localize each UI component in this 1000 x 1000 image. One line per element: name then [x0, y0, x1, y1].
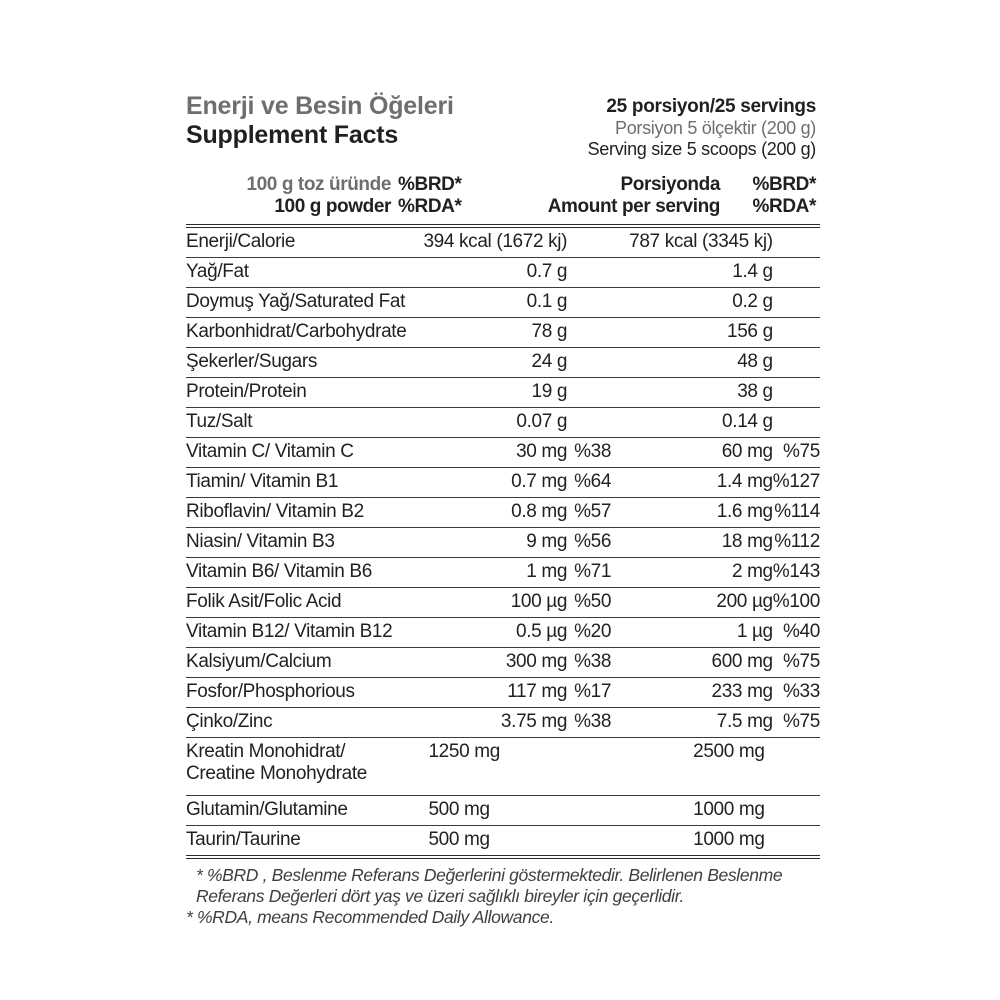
percent-rda-serving — [773, 737, 820, 795]
column-headers — [186, 174, 816, 219]
percent-rda-100g — [567, 347, 611, 377]
column-header-pct-serving-en: %RDA* — [752, 196, 816, 218]
page-title-turkish: Enerji ve Besin Öğeleri — [186, 92, 454, 120]
percent-rda-100g — [567, 795, 611, 825]
amount-per-serving: 0.2 g — [732, 290, 773, 312]
column-header-amount-100g-en: 100 g powder — [274, 196, 391, 218]
amount-per-serving: 200 µg — [716, 590, 773, 612]
table-row — [186, 226, 820, 258]
percent-rda-100g: %50 — [574, 590, 612, 612]
nutrient-name: Kreatin Monohidrat/ Creatine Monohydrate — [186, 740, 367, 784]
amount-per-100g: 9 mg — [526, 530, 568, 552]
percent-rda-100g: %20 — [574, 620, 612, 642]
nutrient-name: Enerji/Calorie — [186, 230, 296, 252]
nutrient-name: Folik Asit/Folic Acid — [186, 590, 342, 612]
table-row — [186, 647, 820, 677]
amount-per-100g: 0.1 g — [526, 290, 568, 312]
amount-per-100g: 300 mg — [505, 650, 568, 672]
percent-rda-100g: %17 — [574, 680, 612, 702]
amount-per-100g: 0.7 g — [526, 260, 568, 282]
amount-per-100g: 500 mg — [428, 828, 490, 850]
percent-rda-serving — [773, 407, 820, 437]
nutrient-name: Yağ/Fat — [186, 260, 249, 282]
amount-per-100g: 0.8 mg — [511, 500, 568, 522]
percent-rda-serving: %143 — [772, 560, 820, 582]
nutrient-name: Karbonhidrat/Carbohydrate — [186, 320, 407, 342]
amount-per-serving: 0.14 g — [722, 410, 773, 432]
amount-per-serving: 2500 mg — [693, 740, 765, 762]
amount-per-100g: 500 mg — [428, 798, 490, 820]
amount-per-serving: 1.4 mg — [716, 470, 773, 492]
percent-rda-100g — [567, 407, 611, 437]
amount-per-serving: 48 g — [737, 350, 773, 372]
percent-rda-serving: %40 — [783, 620, 820, 642]
nutrient-name: Vitamin B6/ Vitamin B6 — [186, 560, 372, 582]
percent-rda-serving: %127 — [772, 470, 820, 492]
amount-per-serving: 1.6 mg — [716, 500, 773, 522]
amount-per-100g: 394 kcal (1672 kj) — [423, 230, 568, 252]
amount-per-100g: 1 mg — [526, 560, 568, 582]
table-row — [186, 527, 820, 557]
percent-rda-serving — [773, 825, 820, 857]
nutrient-name: Taurin/Taurine — [186, 828, 301, 850]
amount-per-100g: 30 mg — [516, 440, 568, 462]
nutrient-name: Riboflavin/ Vitamin B2 — [186, 500, 364, 522]
percent-rda-100g — [567, 317, 611, 347]
table-row — [186, 677, 820, 707]
table-row — [186, 347, 820, 377]
nutrient-name: Vitamin B12/ Vitamin B12 — [186, 620, 393, 642]
column-header-pct-100g-tr: %BRD* — [398, 174, 462, 195]
table-row — [186, 825, 820, 857]
amount-per-serving: 600 mg — [711, 650, 773, 672]
servings-per-container: 25 porsiyon/25 servings — [606, 96, 816, 117]
nutrient-name: Şekerler/Sugars — [186, 350, 317, 372]
nutrient-name: Tuz/Salt — [186, 410, 253, 432]
percent-rda-serving: %75 — [783, 650, 820, 672]
amount-per-serving: 2 mg — [731, 560, 773, 582]
nutrient-name: Çinko/Zinc — [186, 710, 273, 732]
percent-rda-100g: %57 — [574, 500, 612, 522]
serving-size-english: Serving size 5 scoops (200 g) — [587, 138, 816, 159]
column-header-pct-100g-en: %RDA* — [398, 196, 462, 218]
label-header — [186, 92, 816, 170]
nutrient-name: Tiamin/ Vitamin B1 — [186, 470, 339, 492]
percent-rda-100g: %38 — [574, 440, 612, 462]
percent-rda-100g: %64 — [574, 470, 612, 492]
percent-rda-serving — [773, 347, 820, 377]
table-row — [186, 467, 820, 497]
column-header-amount-serving-tr: Porsiyonda — [620, 174, 720, 195]
serving-size-turkish: Porsiyon 5 ölçektir (200 g) — [615, 118, 816, 139]
nutrient-name: Glutamin/Glutamine — [186, 798, 348, 820]
percent-rda-100g: %38 — [574, 650, 612, 672]
nutrient-name: Kalsiyum/Calcium — [186, 650, 332, 672]
percent-rda-serving — [773, 377, 820, 407]
amount-per-100g: 3.75 mg — [500, 710, 568, 732]
nutrient-name: Niasin/ Vitamin B3 — [186, 530, 335, 552]
table-row — [186, 617, 820, 647]
amount-per-serving: 787 kcal (3345 kj) — [629, 230, 773, 252]
page-title-english: Supplement Facts — [186, 120, 399, 149]
column-header-amount-serving-en: Amount per serving — [547, 196, 720, 218]
table-row — [186, 317, 820, 347]
amount-per-100g: 100 µg — [510, 590, 568, 612]
nutrition-table-body — [186, 226, 820, 857]
percent-rda-100g: %38 — [574, 710, 612, 732]
column-headers-english — [186, 196, 816, 218]
percent-rda-serving — [773, 795, 820, 825]
amount-per-100g: 24 g — [531, 350, 568, 372]
nutrient-name: Vitamin C/ Vitamin C — [186, 440, 354, 462]
amount-per-100g: 117 mg — [507, 680, 568, 702]
table-row — [186, 795, 820, 825]
table-row — [186, 257, 820, 287]
table-row — [186, 737, 820, 795]
label-title-group — [186, 92, 454, 149]
amount-per-100g: 78 g — [531, 320, 568, 342]
column-header-pct-serving-tr: %BRD* — [752, 174, 816, 195]
amount-per-100g: 0.5 µg — [516, 620, 568, 642]
percent-rda-100g: %56 — [574, 530, 612, 552]
percent-rda-serving — [773, 226, 820, 258]
table-row — [186, 497, 820, 527]
amount-per-serving: 1000 mg — [693, 828, 765, 850]
table-row — [186, 587, 820, 617]
table-row — [186, 407, 820, 437]
supplement-facts-label — [186, 92, 820, 928]
percent-rda-100g — [567, 257, 611, 287]
column-header-amount-100g-tr: 100 g toz üründe — [246, 174, 391, 195]
nutrient-name: Fosfor/Phosphorious — [186, 680, 355, 702]
percent-rda-100g: %71 — [574, 560, 612, 582]
serving-info — [588, 92, 816, 160]
amount-per-100g: 0.7 mg — [511, 470, 568, 492]
amount-per-100g: 0.07 g — [516, 410, 568, 432]
amount-per-serving: 1 µg — [736, 620, 773, 642]
column-headers-turkish — [186, 174, 816, 196]
footnotes — [186, 865, 816, 928]
percent-rda-serving: %33 — [783, 680, 820, 702]
footnote-rda: * %RDA, means Recommended Daily Allowance. — [186, 906, 554, 927]
percent-rda-100g — [567, 377, 611, 407]
amount-per-serving: 233 mg — [711, 680, 773, 702]
table-row — [186, 707, 820, 737]
amount-per-100g: 19 g — [531, 380, 568, 402]
percent-rda-serving — [773, 317, 820, 347]
nutrient-name: Doymuş Yağ/Saturated Fat — [186, 290, 406, 312]
footnote-brd: * %BRD , Beslenme Referans Değerlerini göstermektedir. Belirlenen Beslenme Referans Değerleri dört yaş ve üzeri sağlıklı bireyler için geçerlidir. — [196, 864, 783, 906]
amount-per-serving: 18 mg — [721, 530, 773, 552]
table-row — [186, 557, 820, 587]
nutrient-name: Protein/Protein — [186, 380, 307, 402]
percent-rda-100g — [567, 287, 611, 317]
amount-per-serving: 1.4 g — [732, 260, 773, 282]
percent-rda-serving — [773, 257, 820, 287]
percent-rda-serving: %112 — [774, 530, 820, 552]
percent-rda-100g — [567, 226, 611, 258]
amount-per-serving: 156 g — [726, 320, 773, 342]
percent-rda-100g — [567, 825, 611, 857]
table-row — [186, 287, 820, 317]
percent-rda-100g — [567, 737, 611, 795]
table-row — [186, 437, 820, 467]
percent-rda-serving: %100 — [772, 590, 820, 612]
table-row — [186, 377, 820, 407]
amount-per-serving: 7.5 mg — [716, 710, 773, 732]
nutrition-table — [186, 224, 820, 859]
percent-rda-serving: %75 — [783, 440, 820, 462]
amount-per-serving: 38 g — [737, 380, 773, 402]
percent-rda-serving — [773, 287, 820, 317]
amount-per-100g: 1250 mg — [428, 740, 500, 762]
percent-rda-serving: %75 — [783, 710, 820, 732]
amount-per-serving: 1000 mg — [693, 798, 765, 820]
percent-rda-serving: %114 — [774, 500, 820, 522]
amount-per-serving: 60 mg — [721, 440, 773, 462]
